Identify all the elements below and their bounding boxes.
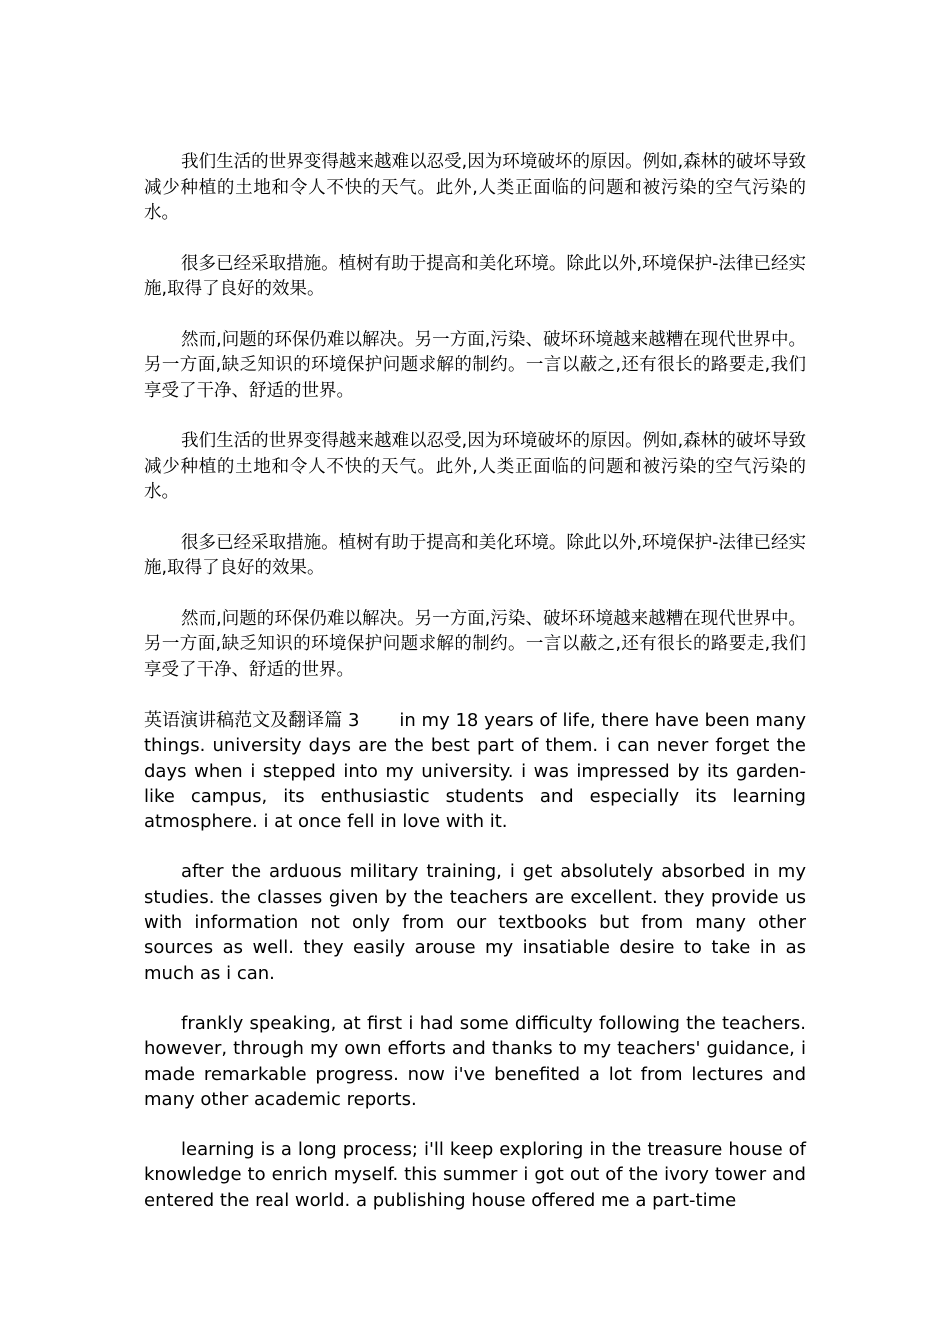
paragraph-zh-3 xyxy=(144,328,806,405)
section-3-intro xyxy=(144,708,806,834)
paragraph-text: learning is a long process; i'll keep exploring in the treasure house of knowledge to enrich myself. this summer i got out of the ivory tower and entered the real world. a publishing house offered me a part-time xyxy=(144,1139,806,1211)
paragraph-text: 然而,问题的环保仍难以解决。另一方面,污染、破坏环境越来越糟在现代世界中。另一方面,缺乏知识的环境保护问题求解的制约。一言以蔽之,还有很长的路要走,我们享受了干净、舒适的世界。 xyxy=(144,329,806,401)
section-heading: 英语演讲稿范文及翻译篇 3 xyxy=(144,710,360,731)
paragraph-text: 然而,问题的环保仍难以解决。另一方面,污染、破坏环境越来越糟在现代世界中。另一方面,缺乏知识的环境保护问题求解的制约。一言以蔽之,还有很长的路要走,我们享受了干净、舒适的世界。 xyxy=(144,608,806,680)
document-page xyxy=(144,150,806,1238)
paragraph-text: 我们生活的世界变得越来越难以忍受,因为环境破坏的原因。例如,森林的破坏导致减少种植的土地和令人不快的天气。此外,人类正面临的问题和被污染的空气污染的水。 xyxy=(144,152,806,223)
paragraph-zh-2 xyxy=(144,252,806,303)
paragraph-zh-4 xyxy=(144,429,806,506)
paragraph-text: 很多已经采取措施。植树有助于提高和美化环境。除此以外,环境保护-法律已经实施,取得了良好的效果。 xyxy=(144,532,806,578)
paragraph-text: 我们生活的世界变得越来越难以忍受,因为环境破坏的原因。例如,森林的破坏导致减少种植的土地和令人不快的天气。此外,人类正面临的问题和被污染的空气污染的水。 xyxy=(144,431,806,502)
section-intro-text: in my 18 years of life, there have been many things. university days are the best part of them. i can never forget the days when i stepped into my university. i was impressed by its garden-like campus, its enthusiastic students and especially its learning atmosphere. i at once fell in love with it. xyxy=(144,710,806,833)
paragraph-text: after the arduous military training, i get absolutely absorbed in my studies. the classes given by the teachers are excellent. they provide us with information not only from our textbooks but from many other sources as well. they easily arouse my insatiable desire to take in as much as i can. xyxy=(144,861,806,984)
paragraph-en-1 xyxy=(144,859,806,985)
paragraph-zh-5 xyxy=(144,531,806,582)
paragraph-text: frankly speaking, at first i had some difficulty following the teachers. however, through my own efforts and thanks to my teachers' guidance, i made remarkable progress. now i've benefited a lot from lectures and many other academic reports. xyxy=(144,1012,806,1110)
paragraph-en-2 xyxy=(144,1011,806,1112)
paragraph-text: 很多已经采取措施。植树有助于提高和美化环境。除此以外,环境保护-法律已经实施,取得了良好的效果。 xyxy=(144,253,806,299)
paragraph-zh-6 xyxy=(144,607,806,684)
paragraph-zh-1 xyxy=(144,150,806,227)
paragraph-en-3 xyxy=(144,1137,806,1213)
